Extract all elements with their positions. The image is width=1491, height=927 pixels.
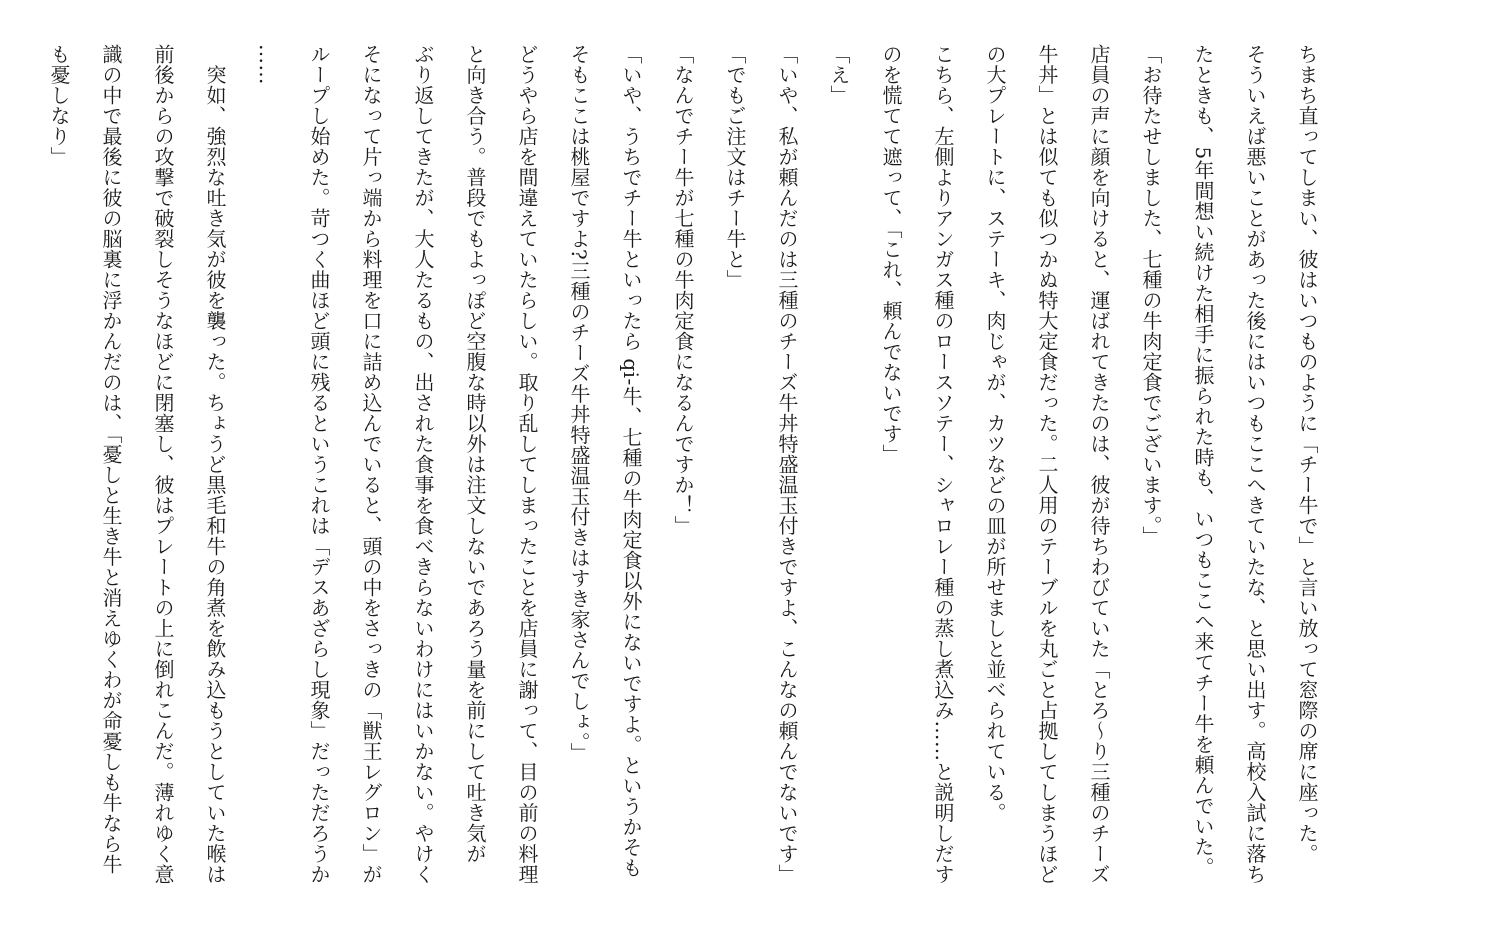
text-line: も憂しなり」 [47, 44, 71, 167]
text-line: そもここは桃屋ですよ?三種のチーズ牛丼特盛温玉付きはすき家さんでしょ。」 [567, 44, 591, 763]
text-line: 「え」 [827, 44, 851, 106]
text-line: ぶり返してきたが、大人たるもの、出された食事を食べきらないわけにはいかない。やけく [411, 44, 435, 885]
text-line: 「でもご注文はチー牛と」 [723, 44, 747, 290]
text-line: 前後からの攻撃で破裂しそうなほどに閉塞し、彼はプレートの上に倒れこんだ。薄れゆく意 [151, 44, 175, 885]
text-line: ループし始めた。苛つく曲ほど頭に残るというこれは「デスあざらし現象」だっただろうか [307, 44, 331, 885]
text-line: たときも、5年間想い続けた相手に振られた時も、いつもここへ来てチー牛を頼んでいた。 [1191, 44, 1215, 878]
text-line: こちら、左側よりアンガス種のロースソテー、シャロレー種の蒸し煮込み……と説明しだす [931, 44, 955, 885]
text-line: 店員の声に顔を向けると、運ばれてきたのは、彼が待ちわびていた「とろ〜り三種のチーズ [1087, 44, 1111, 885]
text-line: と向き合う。普段でもよっぽど空腹な時以外は注文しないであろう量を前にして吐き気が [463, 44, 487, 864]
text-line: そういえば悪いことがあった後にはいつもここへきていたな、と思い出す。高校入試に落ち [1243, 44, 1267, 885]
text-line: そになって片っ端から料理を口に詰め込んでいると、頭の中をさっきの「獣王レグロン」が [359, 44, 383, 885]
text-line: …… [255, 44, 279, 85]
text-line: 牛丼」とは似ても似つかぬ特大定食だった。二人用のテーブルを丸ごと占拠してしまうほど [1035, 44, 1059, 885]
text-line: の大プレートに、ステーキ、肉じゃが、カツなどの皿が所せましと並べられている。 [983, 44, 1007, 823]
text-line: ちまち直ってしまい、彼はいつものように「チー牛で」と言い放って窓際の席に座った。 [1295, 44, 1319, 864]
text-line: のを慌てて遮って、「これ、頼んでないです」 [879, 44, 903, 465]
text-line: 「いや、私が頼んだのは三種のチーズ牛丼特盛温玉付きですよ、こんなの頼んでないです」 [775, 44, 799, 885]
text-line: どうやら店を間違えていたらしい。取り乱してしまったことを店員に謝って、目の前の料理 [515, 44, 539, 885]
vertical-text-body [33, 44, 1333, 894]
text-line: 「お待たせしました、七種の牛肉定食でございます。」 [1139, 44, 1163, 547]
text-line: 識の中で最後に彼の脳裏に浮かんだのは、「憂しと生き牛と消えゆくわが命憂しも牛なら牛 [99, 44, 123, 875]
text-line: 突如、強烈な吐き気が彼を襲った。ちょうど黒毛和牛の角煮を飲み込もうとしていた喉は [203, 44, 227, 885]
text-line: 「いや、うちでチー牛といったら qi-牛、七種の牛肉定食以外にないですよ。というかそも [619, 44, 643, 878]
text-line: 「なんでチー牛が七種の牛肉定食になるんですか！」 [671, 44, 695, 536]
